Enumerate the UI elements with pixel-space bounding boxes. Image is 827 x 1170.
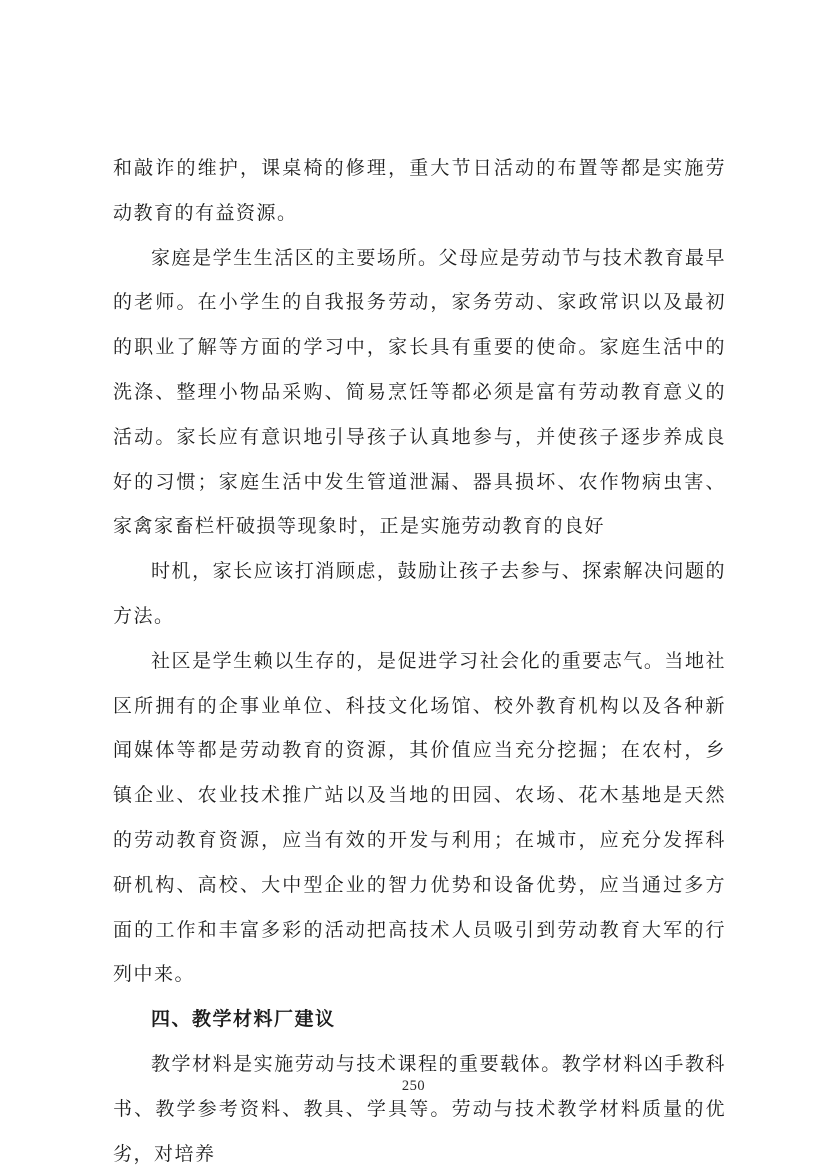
section-heading: 四、教学材料厂建议 — [151, 1009, 336, 1031]
paragraph-continuation: 和敲诈的维护，课桌椅的修理，重大节日活动的布置等都是实施劳动教育的有益资源。 — [113, 158, 726, 224]
paragraph-family-education: 家庭是学生生活区的主要场所。父母应是劳动节与技术教育最早的老师。在小学生的自我报务劳动，家务劳动、家政常识以及最初的职业了解等方面的学习中，家长具有重要的使命。家庭生活中的洗涤、整理小物品采购、简易烹饪等都必须是富有劳动教育意义的活动。家长应有意识地引导孩子认真地参与，并使孩子逐步养成良好的习惯；家庭生活中发生管道泄漏、器具损坏、农作物病虫害、家禽家畜栏杆破损等现象时，正是实施劳动教育的良好 — [113, 247, 726, 538]
paragraph-teaching-materials: 教学材料是实施劳动与技术课程的重要载体。教学材料凶手教科书、教学参考资料、教具、学具等。劳动与技术教学材料质量的优劣，对培养 — [113, 1053, 726, 1165]
paragraph-community-education: 社区是学生赖以生存的，是促进学习社会化的重要志气。当地社区所拥有的企事业单位、科技文化场馆、校外教育机构以及各种新闻媒体等都是劳动教育的资源，其价值应当充分挖掘；在农村，乡镇企业、农业技术推广站以及当地的田园、农场、花木基地是天然的劳动教育资源，应当有效的开发与利用；在城市，应充分发挥科研机构、高校、大中型企业的智力优势和设备优势，应当通过多方面的工作和丰富多彩的活动把高技术人员吸引到劳动教育大军的行列中来。 — [113, 650, 726, 986]
paragraph-family-education-ending: 时机，家长应该打消顾虑，鼓励让孩子去参与、探索解决问题的方法。 — [113, 561, 726, 627]
page-number: 250 — [401, 1078, 426, 1094]
document-text-block — [113, 147, 726, 1170]
